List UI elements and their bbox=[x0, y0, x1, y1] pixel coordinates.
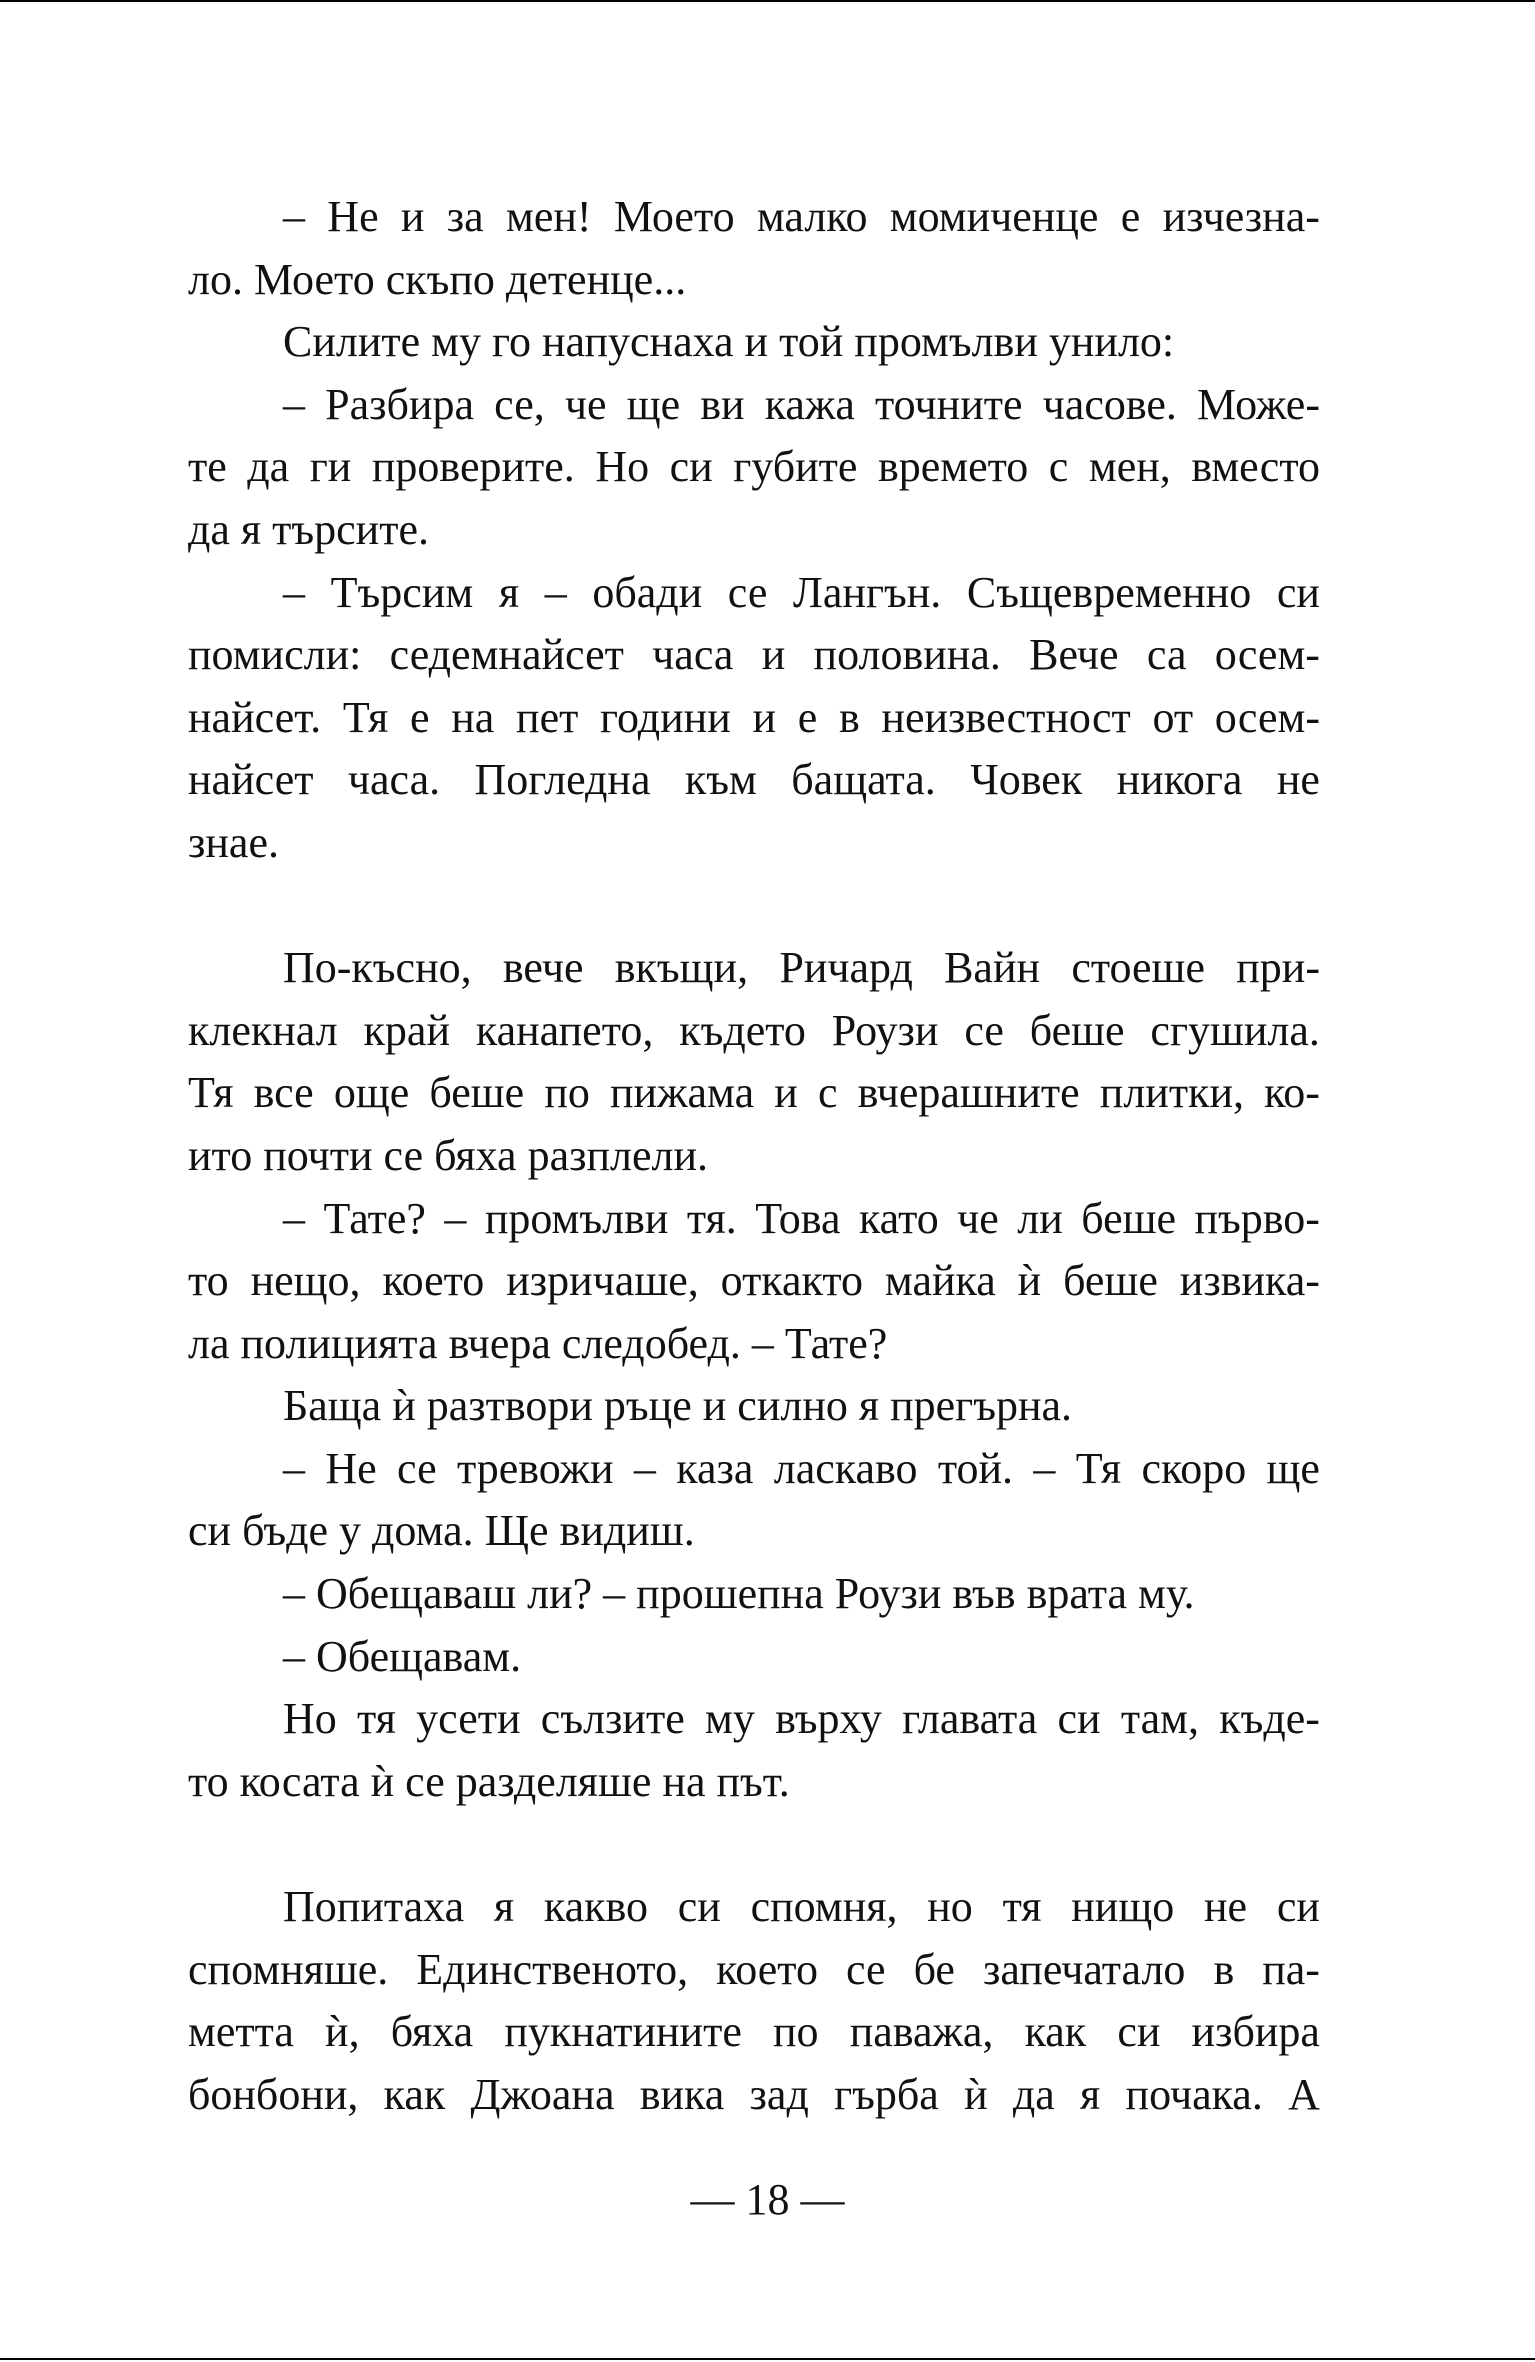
page-number: — 18 — bbox=[690, 2175, 845, 2224]
text-line: ла полицията вчера следобед. – Тате? bbox=[188, 1318, 888, 1368]
text-line: – Разбира се, че ще ви кажа точните часове. Може- bbox=[283, 379, 1320, 429]
text-line: – Не се тревожи – каза ласкаво той. – Тя скоро ще bbox=[283, 1443, 1320, 1493]
text-line: – Обещавам. bbox=[283, 1631, 522, 1681]
text-line: то косата ѝ се разделяше на път. bbox=[188, 1756, 790, 1806]
text-line: Попитаха я какво си спомня, но тя нищо не си bbox=[283, 1882, 1320, 1932]
text-line: си бъде у дома. Ще видиш. bbox=[188, 1506, 695, 1556]
section-break bbox=[188, 875, 1320, 938]
text-line: – Обещаваш ли? – прошепна Роузи във врата му. bbox=[283, 1569, 1195, 1619]
text-line: – Тате? – промълви тя. Това като че ли беше първо- bbox=[283, 1193, 1320, 1243]
text-line: Баща ѝ разтвори ръце и силно я прегърна. bbox=[283, 1381, 1073, 1431]
section-break bbox=[188, 1813, 1320, 1876]
page-border-bottom bbox=[0, 2358, 1535, 2360]
text-line: клекнал край канапето, където Роузи се беше сгушила. bbox=[188, 1005, 1320, 1055]
text-line: то нещо, което изричаше, откакто майка ѝ беше извика- bbox=[188, 1256, 1320, 1306]
text-line: те да ги проверите. Но си губите времето с мен, вместо bbox=[188, 442, 1320, 492]
text-line: найсет. Тя е на пет години и е в неизвестност от осем- bbox=[188, 692, 1320, 742]
text-line: – Търсим я – обади се Лангън. Същевременно си bbox=[283, 567, 1320, 617]
text-line: Силите му го напуснаха и той промълви унило: bbox=[283, 317, 1175, 367]
text-line: – Не и за мен! Моето малко момиченце е изчезна- bbox=[283, 192, 1320, 241]
text-line: По-късно, вече вкъщи, Ричард Вайн стоеше при- bbox=[283, 943, 1320, 993]
text-line: бонбони, как Джоана вика зад гърба ѝ да я почака. А bbox=[188, 2069, 1320, 2119]
text-line: знае. bbox=[188, 817, 279, 867]
page-border-top bbox=[0, 0, 1535, 2]
text-line: ло. Моето скъпо детенце... bbox=[188, 254, 687, 304]
text-line: метта ѝ, бяха пукнатините по паважа, как си избира bbox=[188, 2007, 1320, 2057]
text-line: найсет часа. Погледна към бащата. Човек никога не bbox=[188, 755, 1320, 805]
text-line: Но тя усети сълзите му върху главата си там, къде- bbox=[283, 1694, 1320, 1744]
text-line: Тя все още беше по пижама и с вчерашните плитки, ко- bbox=[188, 1068, 1320, 1118]
page-body-text bbox=[188, 186, 1320, 2126]
text-line: спомняше. Единственото, което се бе запечатало в па- bbox=[188, 1944, 1320, 1994]
text-line: ито почти се бяха разплели. bbox=[188, 1130, 709, 1180]
text-line: помисли: седемнайсет часа и половина. Вече са осем- bbox=[188, 630, 1320, 680]
text-line: да я търсите. bbox=[188, 504, 429, 554]
